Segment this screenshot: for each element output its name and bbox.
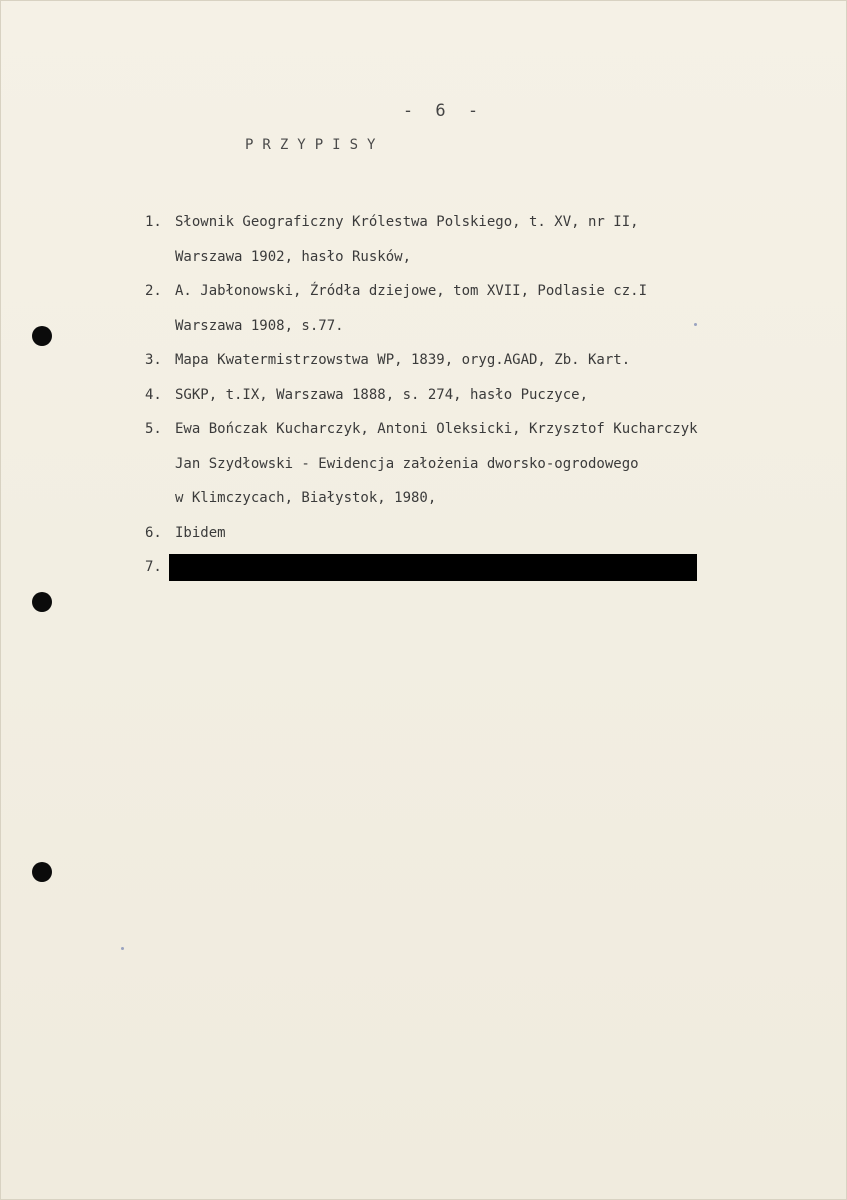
footnote-text-line: w Klimczycach, Białystok, 1980, (175, 490, 437, 506)
footnote-2 (145, 274, 835, 343)
footnote-4 (145, 378, 835, 413)
footnote-1 (145, 205, 835, 274)
footnote-7 (145, 550, 835, 585)
footnote-number: 6. (145, 524, 162, 541)
footnotes-list (145, 205, 835, 585)
punch-hole (32, 862, 52, 882)
ink-speck (121, 947, 124, 950)
footnote-3 (145, 343, 835, 378)
footnote-text-line: SGKP, t.IX, Warszawa 1888, s. 274, hasło Puczyce, (175, 386, 589, 403)
punch-hole (32, 326, 52, 346)
footnote-number: 2. (145, 283, 162, 299)
page-number: - 6 - (402, 101, 485, 121)
ink-speck (694, 323, 697, 326)
page-heading: PRZYPISY (245, 137, 385, 153)
footnote-number: 7. (145, 559, 162, 575)
footnote-number: 5. (145, 421, 162, 437)
footnote-number: 1. (145, 214, 162, 230)
footnote-text-line: Ibidem (175, 524, 226, 541)
redaction-bar (169, 554, 697, 581)
footnote-text-line: Warszawa 1908, s.77. (175, 317, 344, 334)
footnote-text-line: Warszawa 1902, hasło Rusków, (175, 248, 412, 265)
footnote-5 (145, 412, 835, 516)
footnote-text-line: Jan Szydłowski - Ewidencja założenia dworsko-ogrodowego (175, 455, 639, 472)
footnote-text-line: Ewa Bończak Kucharczyk, Antoni Oleksicki, Krzysztof Kucharczyk (175, 421, 698, 437)
footnote-text-line: Słownik Geograficzny Królestwa Polskiego, t. XV, nr II, (175, 214, 639, 230)
footnote-6 (145, 516, 835, 551)
footnote-text-line: Mapa Kwatermistrzowstwa WP, 1839, oryg.AGAD, Zb. Kart. (175, 352, 631, 368)
footnote-number: 4. (145, 386, 162, 403)
punch-hole (32, 592, 52, 612)
footnote-text-line: A. Jabłonowski, Źródła dziejowe, tom XVII, Podlasie cz.I (175, 283, 648, 299)
footnote-number: 3. (145, 352, 162, 368)
